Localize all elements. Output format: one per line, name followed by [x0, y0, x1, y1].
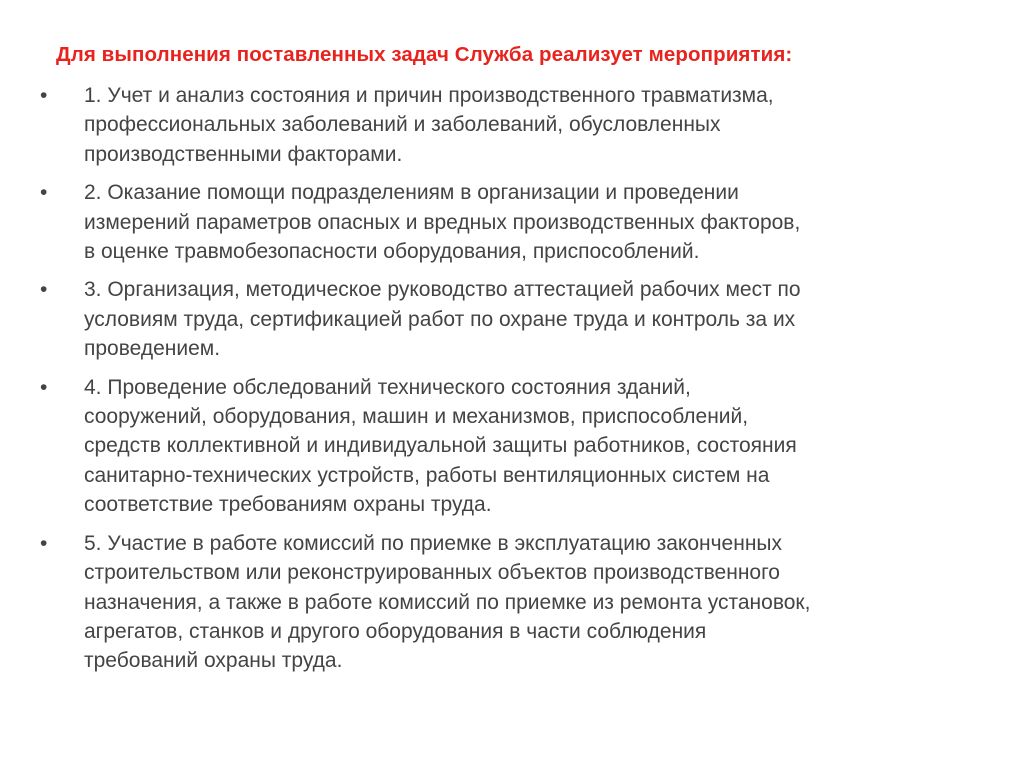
- item-text-line: агрегатов, станков и другого оборудования в части соблюдения: [84, 619, 707, 643]
- item-text-line: профессиональных заболеваний и заболеваний, обусловленных: [84, 113, 721, 137]
- slide-title: Для выполнения поставленных задач Служба реализует мероприятия:: [56, 43, 793, 66]
- list-item: [40, 81, 1000, 169]
- item-text-line: сооружений, оборудования, машин и механизмов, приспособлений,: [84, 405, 749, 429]
- item-text-line: производственными факторами.: [84, 142, 403, 166]
- item-text-line: 4. Проведение обследований технического состояния зданий,: [84, 375, 691, 399]
- list-item: [40, 529, 1000, 676]
- bullet-icon: •: [40, 375, 48, 399]
- item-text-line: назначения, а также в работе комиссий по приемке из ремонта установок,: [84, 590, 811, 614]
- bullet-icon: •: [40, 181, 48, 205]
- list-item: [40, 178, 1000, 266]
- bullet-icon: •: [40, 531, 48, 555]
- item-text-line: проведением.: [84, 337, 221, 361]
- item-text-line: 5. Участие в работе комиссий по приемке в эксплуатацию законченных: [84, 531, 783, 555]
- item-text-line: 3. Организация, методическое руководство аттестацией рабочих мест по: [84, 278, 801, 302]
- list-item: [40, 275, 1000, 363]
- bullet-icon: •: [40, 84, 48, 107]
- item-text-line: 2. Оказание помощи подразделениям в организации и проведении: [84, 181, 739, 205]
- item-text-line: соответствие требованиям охраны труда.: [84, 493, 492, 517]
- item-text-line: измерений параметров опасных и вредных производственных факторов,: [84, 210, 801, 234]
- list-item: [40, 373, 1000, 520]
- item-text-line: в оценке травмобезопасности оборудования, приспособлений.: [84, 240, 700, 264]
- item-text-line: требований охраны труда.: [84, 649, 343, 673]
- item-text-line: строительством или реконструированных объектов производственного: [84, 561, 780, 585]
- item-text-line: 1. Учет и анализ состояния и причин производственного травматизма,: [84, 84, 774, 107]
- item-text-line: условиям труда, сертификацией работ по охране труда и контроль за их: [84, 307, 796, 331]
- item-text-line: санитарно-технических устройств, работы вентиляционных систем на: [84, 463, 770, 487]
- item-text-line: средств коллективной и индивидуальной защиты работников, состояния: [84, 434, 797, 458]
- measures-list: [40, 81, 1000, 685]
- bullet-icon: •: [40, 278, 48, 302]
